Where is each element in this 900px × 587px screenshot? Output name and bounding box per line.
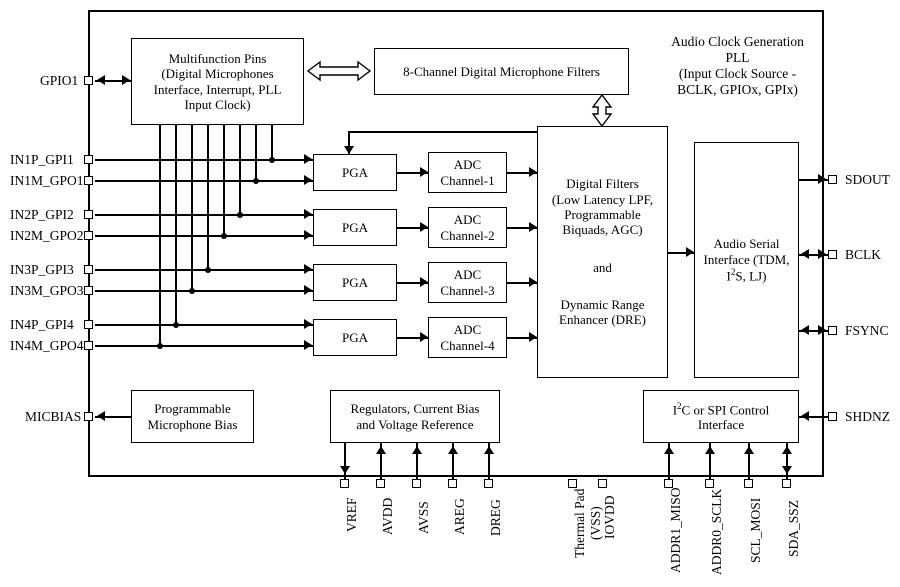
wire-in4p xyxy=(95,324,313,326)
asi-i: I xyxy=(726,268,731,284)
pin-addr0-sclk xyxy=(705,479,714,488)
arrow-pga2-adc2 xyxy=(420,222,428,232)
pin-label-addr1-miso: ADDR1_MISO xyxy=(668,487,683,573)
tap-wire-6 xyxy=(239,125,241,215)
pin-avdd xyxy=(376,479,385,488)
arrow-vref xyxy=(340,466,350,474)
pin-label-dreg: DREG xyxy=(488,499,503,536)
pin-label-avss: AVSS xyxy=(416,501,431,534)
pin-shdnz xyxy=(828,412,837,421)
arrow-addr1 xyxy=(664,446,674,454)
pin-dreg xyxy=(484,479,493,488)
tap-wire-2 xyxy=(175,125,177,325)
mic-filters-label: 8-Channel Digital Microphone Filters xyxy=(403,63,600,79)
junction-dot-8 xyxy=(269,157,275,163)
wire-in1m xyxy=(95,180,313,182)
junction-dot-4 xyxy=(205,267,211,273)
block-control-interface xyxy=(643,390,799,443)
pin-label-areg: AREG xyxy=(452,498,467,535)
block-pga-4 xyxy=(313,319,397,356)
df-line-5: and xyxy=(593,259,612,275)
multifunction-line-2: (Digital Microphones xyxy=(161,66,274,82)
pin-label-vref: VREF xyxy=(344,497,359,532)
arrow-bclk-out xyxy=(818,249,826,259)
arrow-fsync-in xyxy=(801,325,809,335)
arrow-in1m xyxy=(304,175,312,185)
arrow-pga3-adc3 xyxy=(420,277,428,287)
asi-line-1: Audio Serial xyxy=(713,236,780,252)
arrow-pga4-adc4 xyxy=(420,332,428,342)
junction-dot-7 xyxy=(253,178,259,184)
pin-label-in4m: IN4M_GPO4 xyxy=(10,338,84,353)
arrow-shdnz xyxy=(801,411,809,421)
pin-label-gpio1: GPIO1 xyxy=(40,73,79,88)
block-adc-2 xyxy=(428,207,507,248)
tap-wire-1 xyxy=(159,125,161,346)
wire-vref xyxy=(344,443,346,483)
tap-wire-5 xyxy=(223,125,225,236)
asi-sup: 2 xyxy=(730,267,736,277)
pin-in2m xyxy=(84,231,93,240)
pin-label-thermal-pad-line2: (VSS) xyxy=(588,506,603,540)
pin-in4m xyxy=(84,341,93,350)
bias-line-2: Microphone Bias xyxy=(147,416,238,432)
adc-2-title: ADC xyxy=(453,212,482,228)
block-pga-2 xyxy=(313,209,397,246)
pin-label-iovdd: IOVDD xyxy=(602,495,617,539)
df-line-4: Biquads, AGC) xyxy=(562,222,643,238)
block-audio-clock-line-4: BCLK, GPIOx, GPIx) xyxy=(677,82,798,97)
arrow-adc3-df xyxy=(529,277,537,287)
pga-1-label: PGA xyxy=(341,164,368,180)
wire-in2p xyxy=(95,214,313,216)
pin-label-in2m: IN2M_GPO2 xyxy=(10,228,84,243)
arrow-gpio1-in xyxy=(122,75,130,85)
asi-line-3 xyxy=(727,267,767,284)
hollow-arrow-vertical xyxy=(590,94,614,127)
pin-in3m xyxy=(84,286,93,295)
pga-2-label: PGA xyxy=(341,219,368,235)
block-adc-4 xyxy=(428,317,507,358)
reg-line-2: and Voltage Reference xyxy=(356,416,474,432)
pin-gpio1 xyxy=(84,76,93,85)
wire-df-feedback-top xyxy=(348,131,537,133)
pin-in4p xyxy=(84,320,93,329)
arrow-avdd xyxy=(376,446,386,454)
pin-label-in1p: IN1P_GPI1 xyxy=(10,152,74,167)
arrow-scl xyxy=(744,446,754,454)
pin-scl-mosi xyxy=(744,479,753,488)
pin-fsync xyxy=(828,326,837,335)
tap-wire-4 xyxy=(207,125,209,270)
arrow-bclk-in xyxy=(801,249,809,259)
arrow-in1p xyxy=(304,154,312,164)
pin-in3p xyxy=(84,265,93,274)
adc-4-title: ADC xyxy=(453,322,482,338)
arrow-sda-up xyxy=(782,446,792,454)
wire-in4m xyxy=(95,345,313,347)
arrow-micbias xyxy=(97,411,105,421)
pin-label-in3m: IN3M_GPO3 xyxy=(10,283,84,298)
arrow-in4m xyxy=(304,340,312,350)
df-line-6: Dynamic Range xyxy=(560,296,645,312)
pin-label-in4p: IN4P_GPI4 xyxy=(10,317,74,332)
wire-in2m xyxy=(95,235,313,237)
pin-label-avdd: AVDD xyxy=(380,497,395,535)
pin-label-thermal-pad-line1: Thermal Pad xyxy=(572,488,587,558)
arrow-df-feedback xyxy=(344,146,354,154)
pin-bclk xyxy=(828,250,837,259)
df-line-7: Enhancer (DRE) xyxy=(559,312,646,328)
ctrl-i: I xyxy=(672,401,678,417)
multifunction-line-1: Multifunction Pins xyxy=(168,50,267,66)
arrow-in3m xyxy=(304,285,312,295)
block-mic-filters xyxy=(374,48,629,95)
block-adc-1 xyxy=(428,152,507,193)
adc-1-channel: Channel-1 xyxy=(440,172,495,188)
df-line-1: Digital Filters xyxy=(566,176,639,192)
block-audio-clock-line-3: (Input Clock Source - xyxy=(678,66,797,81)
pin-areg xyxy=(448,479,457,488)
pin-label-bclk: BCLK xyxy=(845,247,882,262)
arrow-in2p xyxy=(304,209,312,219)
asi-line-2: Interface (TDM, xyxy=(703,251,790,267)
block-digital-filters xyxy=(537,126,668,378)
pin-avss xyxy=(412,479,421,488)
pin-label-in1m: IN1M_GPO1 xyxy=(10,173,84,188)
arrow-avss xyxy=(412,446,422,454)
pin-sdout xyxy=(828,175,837,184)
block-audio-clock-line-2: PLL xyxy=(725,50,750,65)
block-mic-bias xyxy=(131,390,254,443)
asi-rest: S, LJ) xyxy=(735,268,767,284)
block-regulators xyxy=(330,390,500,443)
df-line-2: (Low Latency LPF, xyxy=(551,191,654,207)
pin-label-sda-ssz: SDA_SSZ xyxy=(786,499,801,557)
ctrl-rest: C or SPI Control xyxy=(681,401,770,417)
adc-3-title: ADC xyxy=(453,267,482,283)
arrow-adc1-df xyxy=(529,167,537,177)
adc-4-channel: Channel-4 xyxy=(440,337,495,353)
adc-2-channel: Channel-2 xyxy=(440,227,495,243)
tap-wire-8 xyxy=(271,125,273,160)
junction-dot-1 xyxy=(157,343,163,349)
block-pga-1 xyxy=(313,154,397,191)
junction-dot-3 xyxy=(189,288,195,294)
tap-wire-7 xyxy=(255,125,257,181)
block-pga-3 xyxy=(313,264,397,301)
pin-label-micbias: MICBIAS xyxy=(25,409,82,424)
pin-in2p xyxy=(84,210,93,219)
pga-4-label: PGA xyxy=(341,329,368,345)
arrow-df-asi xyxy=(686,247,694,257)
hollow-arrow-horizontal xyxy=(306,59,372,83)
arrow-fsync-out xyxy=(818,325,826,335)
ctrl-sup: 2 xyxy=(677,400,682,411)
pin-iovdd xyxy=(598,479,607,488)
pin-label-in3p: IN3P_GPI3 xyxy=(10,262,74,277)
tap-wire-3 xyxy=(191,125,193,291)
pin-in1m xyxy=(84,176,93,185)
pin-thermal-pad xyxy=(568,479,577,488)
arrow-dreg xyxy=(484,446,494,454)
pin-in1p xyxy=(84,155,93,164)
pin-label-fsync: FSYNC xyxy=(845,323,889,338)
pin-vref xyxy=(340,479,349,488)
ctrl-line-2: Interface xyxy=(697,417,745,433)
pin-label-shdnz: SHDNZ xyxy=(845,409,891,424)
arrow-addr0 xyxy=(705,446,715,454)
block-audio-clock-line-1: Audio Clock Generation xyxy=(671,34,804,49)
df-line-3: Programmable xyxy=(564,207,641,222)
block-adc-3 xyxy=(428,262,507,303)
arrow-in3p xyxy=(304,264,312,274)
pin-micbias xyxy=(84,412,93,421)
pin-label-in2p: IN2P_GPI2 xyxy=(10,207,74,222)
arrow-adc2-df xyxy=(529,222,537,232)
wire-in3m xyxy=(95,290,313,292)
ctrl-line-1 xyxy=(673,401,770,418)
multifunction-line-3: Interface, Interrupt, PLL xyxy=(153,81,282,97)
wire-in3p xyxy=(95,269,313,271)
bias-line-1: Programmable xyxy=(154,401,231,417)
arrow-sda-down xyxy=(782,466,792,474)
multifunction-line-4: Input Clock) xyxy=(184,96,251,112)
arrow-adc4-df xyxy=(529,332,537,342)
adc-1-title: ADC xyxy=(453,157,482,173)
reg-line-1: Regulators, Current Bias xyxy=(350,401,480,417)
pin-label-scl-mosi: SCL_MOSI xyxy=(748,497,763,563)
arrow-gpio1-out xyxy=(97,75,105,85)
pin-label-addr0-sclk: ADDR0_SCLK xyxy=(709,488,724,575)
pin-sda-ssz xyxy=(782,479,791,488)
adc-3-channel: Channel-3 xyxy=(440,282,495,298)
arrow-in4p xyxy=(304,319,312,329)
block-multifunction-pins xyxy=(131,38,304,125)
junction-dot-5 xyxy=(221,233,227,239)
junction-dot-6 xyxy=(237,212,243,218)
arrow-in2m xyxy=(304,230,312,240)
wire-in1p xyxy=(95,159,313,161)
pin-label-sdout: SDOUT xyxy=(845,172,891,187)
block-audio-serial-interface xyxy=(694,142,799,378)
junction-dot-2 xyxy=(173,322,179,328)
pga-3-label: PGA xyxy=(341,274,368,290)
arrow-areg xyxy=(448,446,458,454)
arrow-sdout xyxy=(818,174,826,184)
arrow-pga1-adc1 xyxy=(420,167,428,177)
